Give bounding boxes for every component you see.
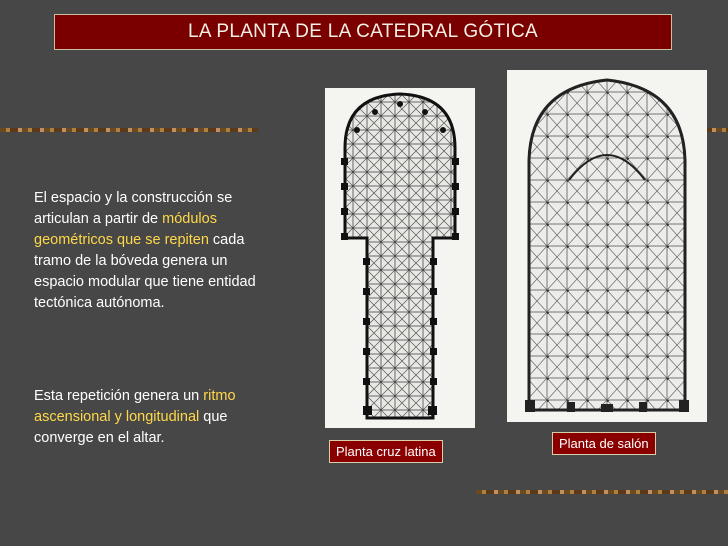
paragraph-modules-text-2: cada tramo de la bóveda genera un espacio modular que tiene entidad tectónica autónoma. (34, 232, 256, 311)
decorative-stripe-bottom (476, 490, 728, 494)
paragraph-modules (34, 188, 266, 314)
hall-plan-image (507, 70, 707, 422)
hall-plan-drawing (507, 70, 707, 422)
caption-latin-cross (329, 440, 443, 463)
paragraph-rhythm-highlight: ritmo ascensional y longitudinal (34, 388, 236, 425)
paragraph-modules-text-1: El espacio y la construcción se articulan a partir de (34, 190, 233, 227)
decorative-stripe-top-left (0, 128, 258, 132)
latin-cross-plan-drawing (325, 88, 475, 428)
caption-latin-cross-text: Planta cruz latina (336, 444, 436, 459)
paragraph-rhythm (34, 386, 266, 449)
slide-title (54, 14, 672, 50)
paragraph-rhythm-text-1: Esta repetición genera un (34, 388, 204, 404)
latin-cross-plan-image (325, 88, 475, 428)
paragraph-rhythm-text-2: que converge en el altar. (34, 409, 228, 446)
caption-hall-plan (552, 432, 656, 455)
slide-title-text: LA PLANTA DE LA CATEDRAL GÓTICA (187, 21, 538, 42)
caption-hall-plan-text: Planta de salón (559, 436, 649, 451)
paragraph-modules-highlight: módulos geométricos que se repiten (34, 211, 217, 248)
